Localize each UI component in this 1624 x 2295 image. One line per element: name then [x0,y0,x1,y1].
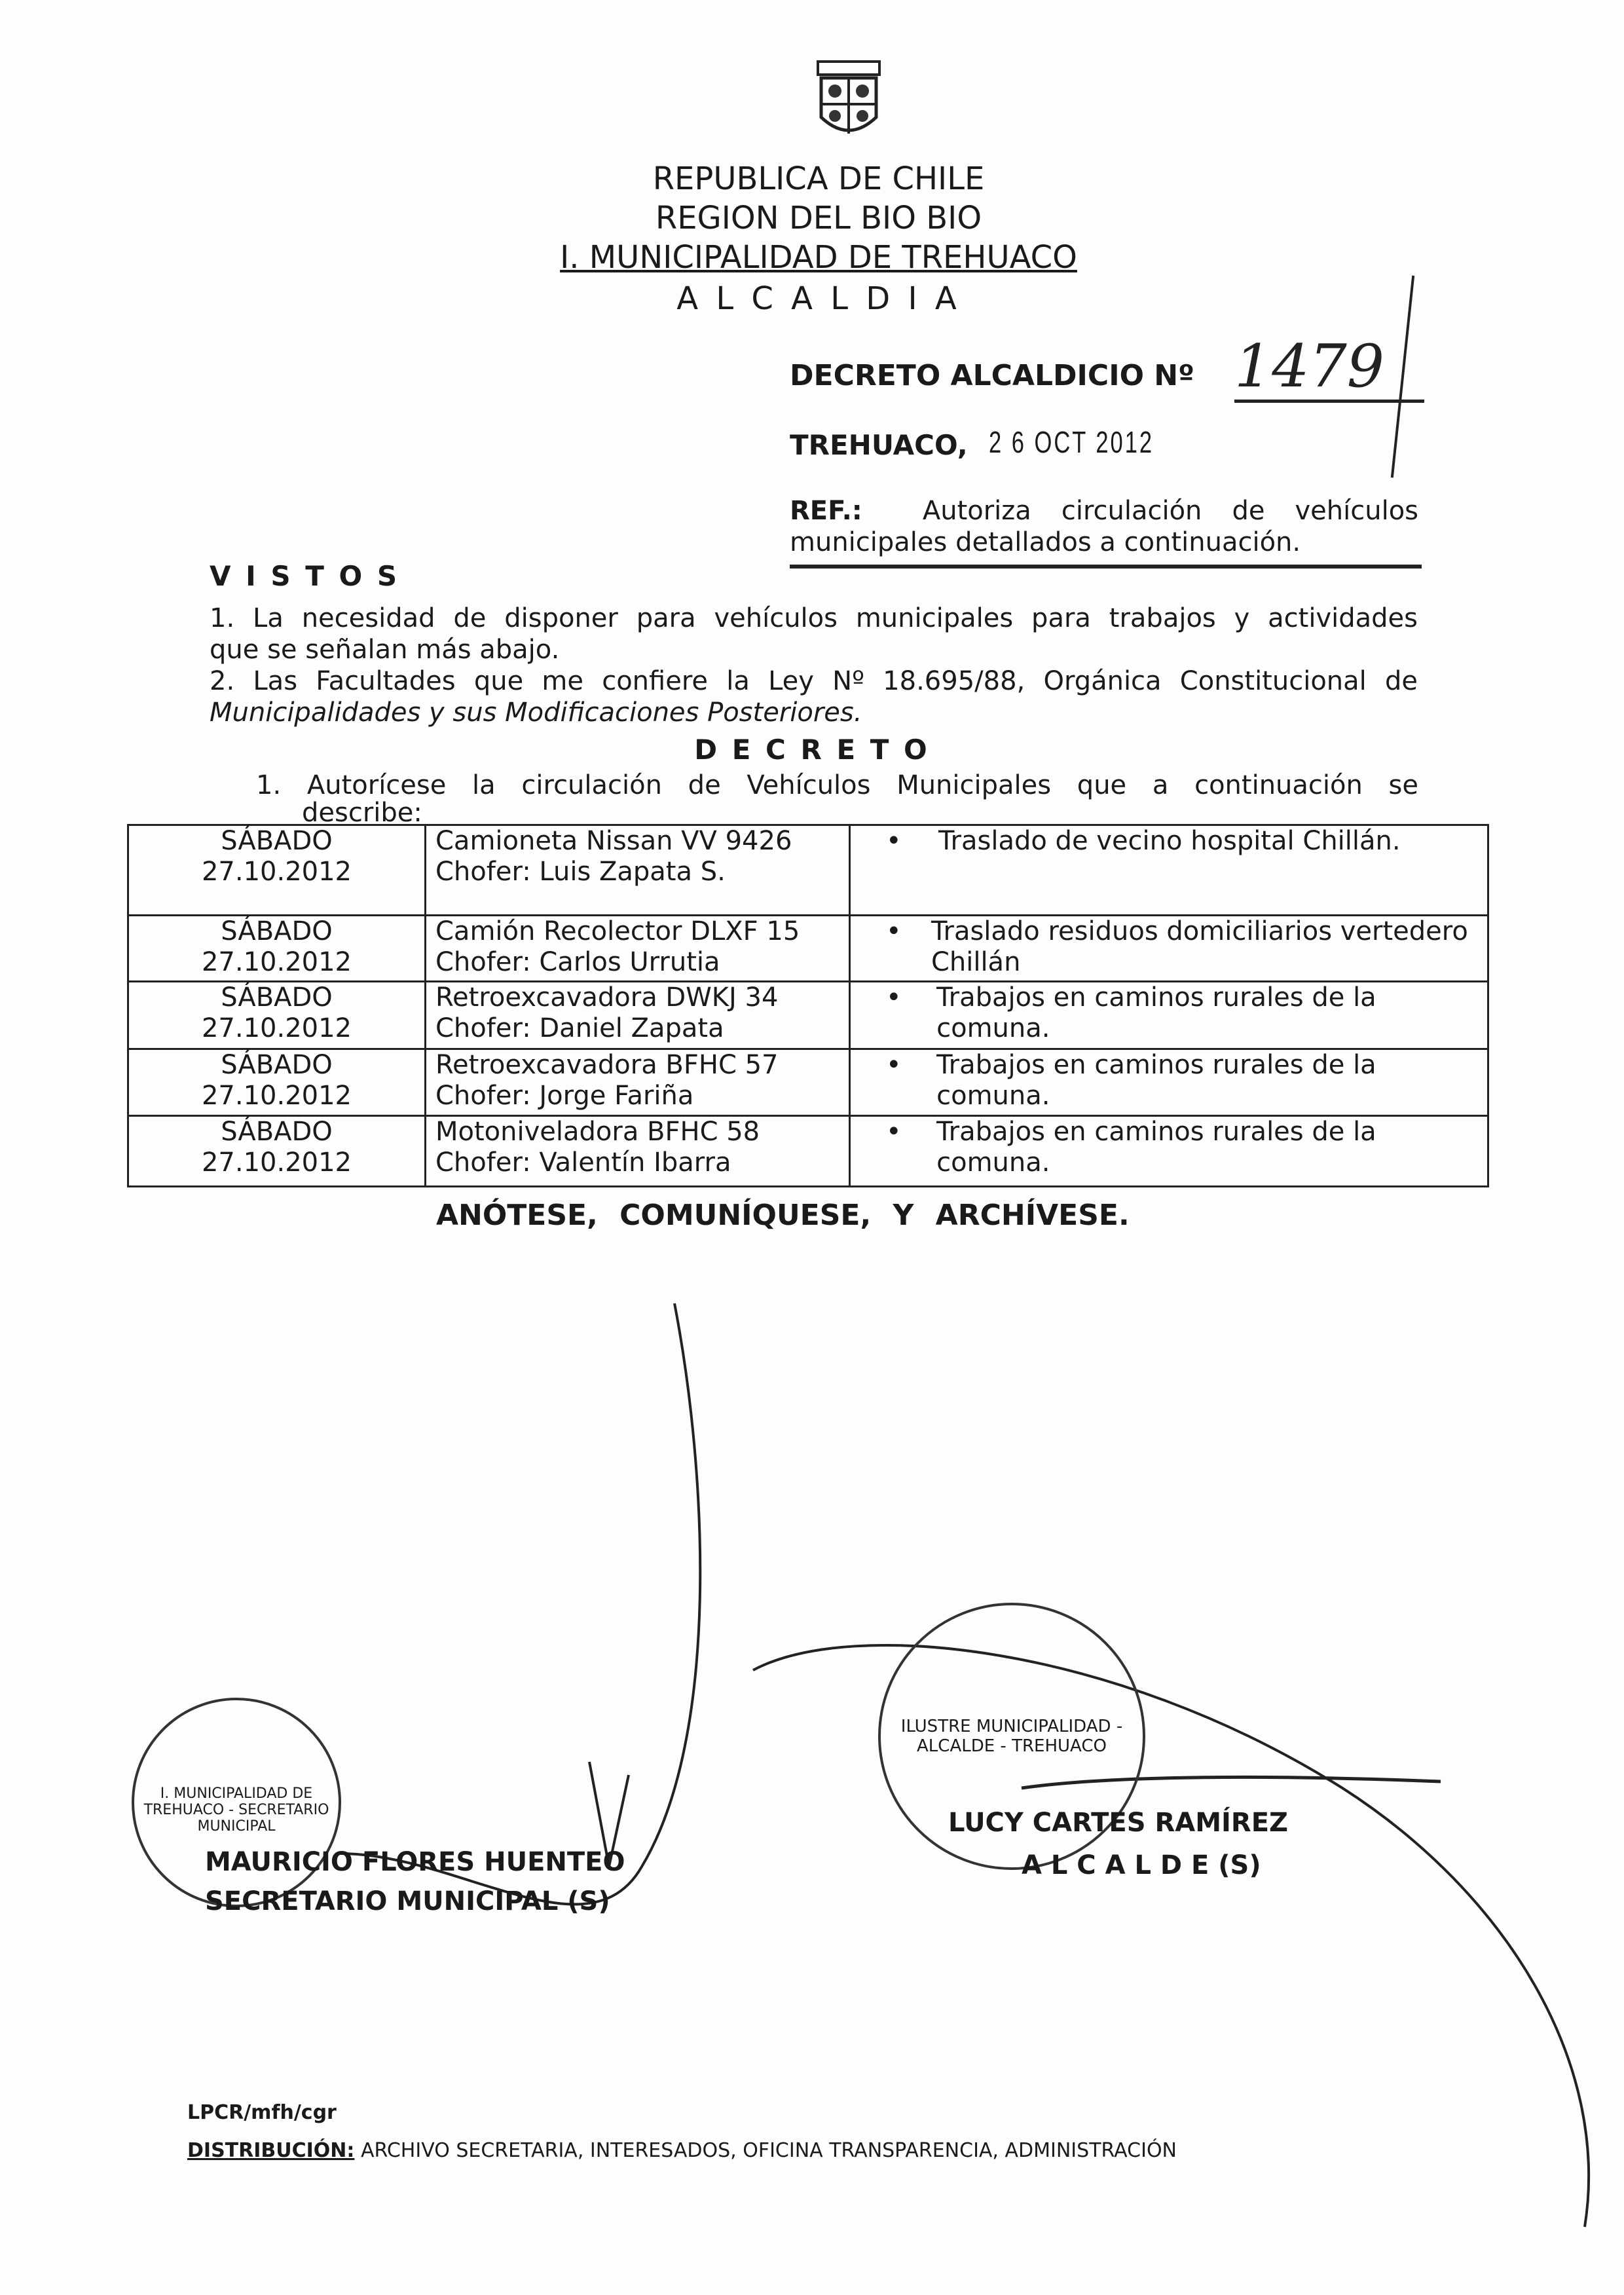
vehicle-cell [426,982,850,1049]
decreto-title: D E C R E T O [694,734,930,766]
driver: Chofer: Luis Zapata S. [435,857,726,887]
mayor-stamp-text: ILUSTRE MUNICIPALIDAD - ALCALDE - TREHUACO [900,1717,1123,1756]
driver: Chofer: Carlos Urrutia [435,947,720,977]
vistos-item2-line1: 2. Las Facultades que me confiere la Ley Nº 18.695/88, Orgánica Constitucional de [210,666,1418,696]
date-cell [128,1049,426,1116]
distribution-text: ARCHIVO SECRETARIA, INTERESADOS, OFICINA TRANSPARENCIA, ADMINISTRACIÓN [360,2139,1177,2162]
vehicle-cell [426,1049,850,1116]
vistos-title: V I S T O S [210,560,400,592]
date-cell [128,825,426,916]
table-row [128,1049,1488,1116]
decreto-item1-line1: 1. Autorícese la circulación de Vehículos Municipales que a continuación se [256,770,1418,800]
ref-line1: Autoriza circulación de vehículos [922,496,1419,526]
ref-label: REF.: [790,496,862,526]
day: SÁBADO [221,982,333,1013]
distribution-label: DISTRIBUCIÓN: [187,2139,355,2162]
vehicle-cell [426,825,850,916]
date-cell [128,982,426,1049]
task-cell [850,1116,1488,1187]
bullet-icon: • [886,1050,902,1080]
vehicles-table [127,824,1489,1187]
date-cell [128,916,426,982]
decreto-item [256,770,1418,828]
coat-of-arms-icon [805,58,893,146]
decree-number-handwritten: 1479 [1234,334,1424,403]
date-stamp: 2 6 OCT 2012 [989,425,1154,459]
vehicle: Camioneta Nissan VV 9426 [435,826,792,856]
table-row [128,825,1488,916]
driver: Chofer: Jorge Fariña [435,1081,694,1111]
day: SÁBADO [221,916,333,946]
table-row [128,1116,1488,1187]
vehicle: Camión Recolector DLXF 15 [435,916,800,946]
task: Traslado de vecino hospital Chillán. [938,826,1401,856]
day: SÁBADO [221,826,333,856]
table-row [128,982,1488,1049]
distribution [187,2139,1177,2162]
bullet-icon: • [886,826,902,856]
secretary-title: SECRETARIO MUNICIPAL (S) [205,1886,610,1916]
day: SÁBADO [221,1050,333,1080]
header-republica: REPUBLICA DE CHILE [652,160,985,197]
place-label: TREHUACO, [790,429,968,461]
ref-block [790,495,1418,558]
vistos-item1-line2: que se señalan más abajo. [210,635,560,665]
task: Trabajos en caminos rurales de la comuna. [936,1050,1376,1111]
date: 27.10.2012 [201,1081,352,1111]
task: Trabajos en caminos rurales de la comuna. [936,982,1376,1043]
date: 27.10.2012 [201,857,352,887]
task-cell [850,825,1488,916]
vistos-item1-line1: 1. La necesidad de disponer para vehículos municipales para trabajos y actividades [210,603,1418,633]
secretary-stamp-text: I. MUNICIPALIDAD DE TREHUACO - SECRETARIO MUNICIPAL [143,1785,329,1835]
task-cell [850,982,1488,1049]
ref-line2: municipales detallados a continuación. [790,527,1301,557]
date: 27.10.2012 [201,947,352,977]
closing-formula: ANÓTESE, COMUNÍQUESE, Y ARCHÍVESE. [436,1199,1130,1232]
ref-underline [790,565,1422,569]
mayor-name: LUCY CARTES RAMÍREZ [948,1808,1289,1838]
date: 27.10.2012 [201,1148,352,1178]
day: SÁBADO [221,1117,333,1147]
secretary-name: MAURICIO FLORES HUENTEO [205,1847,625,1877]
decreto-item1-line2: describe: [302,798,422,828]
task-cell [850,916,1488,982]
bullet-icon: • [886,1117,902,1147]
vistos-item2-line2: Municipalidades y sus Modificaciones Posteriores. [210,698,862,728]
driver: Chofer: Daniel Zapata [435,1013,724,1043]
date: 27.10.2012 [201,1013,352,1043]
task: Traslado residuos domiciliarios vertedero Chillán [931,916,1468,977]
decree-label: DECRETO ALCALDICIO Nº [790,359,1194,392]
mayor-title: A L C A L D E (S) [1022,1850,1261,1880]
driver: Chofer: Valentín Ibarra [435,1148,731,1178]
bullet-icon: • [886,916,902,946]
vehicle: Retroexcavadora BFHC 57 [435,1050,779,1080]
header-region: REGION DEL BIO BIO [655,200,982,236]
vehicle: Retroexcavadora DWKJ 34 [435,982,779,1013]
bullet-icon: • [886,982,902,1013]
vehicle: Motoniveladora BFHC 58 [435,1117,760,1147]
header-alcaldia: A L C A L D I A [676,280,961,317]
vistos-items [210,603,1418,728]
initials: LPCR/mfh/cgr [187,2101,337,2124]
task-cell [850,1049,1488,1116]
vehicle-cell [426,916,850,982]
date-cell [128,1116,426,1187]
vehicle-cell [426,1116,850,1187]
table-row [128,916,1488,982]
task: Trabajos en caminos rurales de la comuna. [936,1117,1376,1178]
header-municipalidad: I. MUNICIPALIDAD DE TREHUACO [560,239,1077,276]
